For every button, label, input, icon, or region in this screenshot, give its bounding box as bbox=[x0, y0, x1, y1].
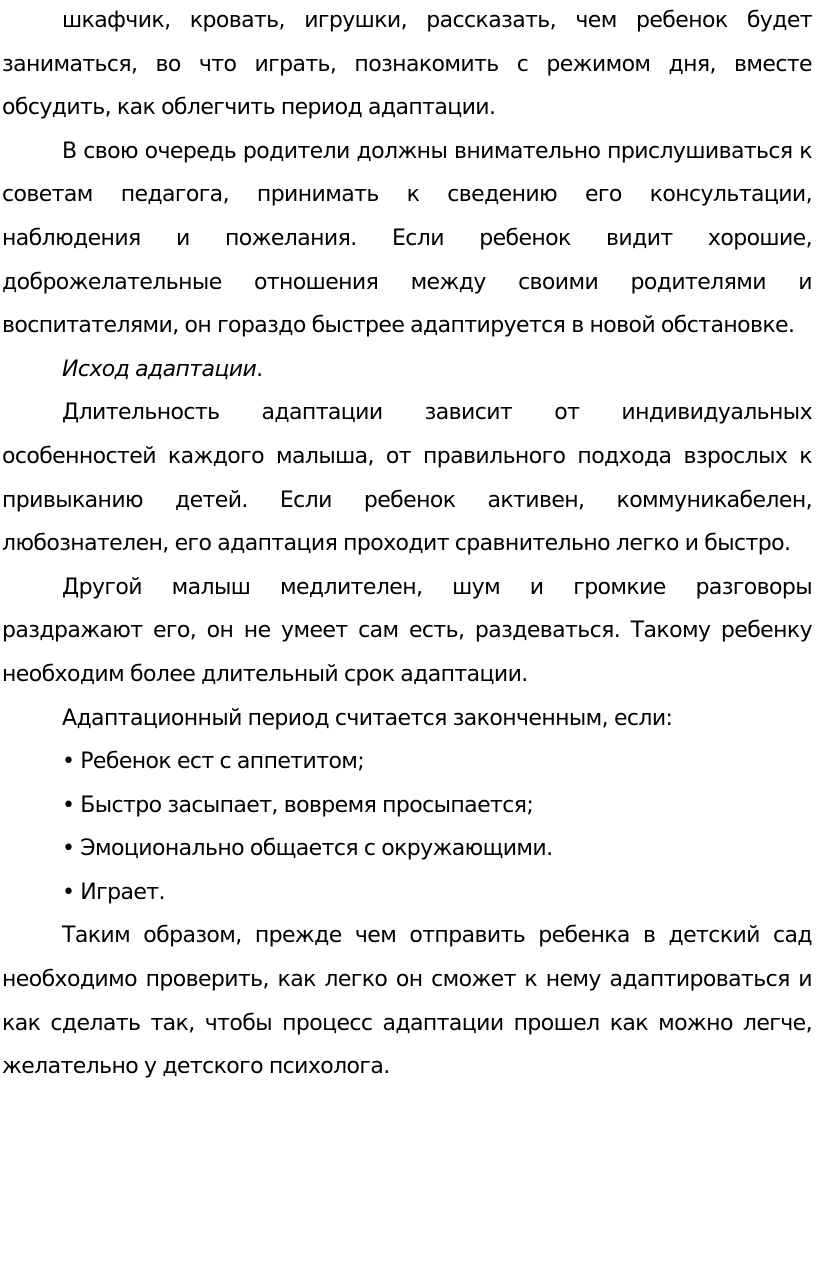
list-item: • Играет. bbox=[62, 879, 165, 905]
list-item: • Ребенок ест с аппетитом; bbox=[62, 749, 365, 775]
paragraph-slow-child: Другой малыш медлителен, шум и громкие разговоры раздражают его, он не умеет сам есть, раздеваться. Такому ребенку необходим более длительный срок адаптации. bbox=[2, 574, 812, 687]
paragraph-parents-role: В свою очередь родители должны внимательно прислушиваться к советам педагога, принимать к сведению его консультации, наблюдения и пожелания. Если ребенок видит хорошие, доброжелательные отношения между своими родителями и воспитателями, он гораздо быстрее адаптируется в новой обстановке. bbox=[2, 138, 812, 339]
paragraph-duration: Длительность адаптации зависит от индивидуальных особенностей каждого малыша, от правильного подхода взрослых к привыканию детей. Если ребенок активен, коммуникабелен, любознателен, его адаптация проходит сравнительно легко и быстро. bbox=[2, 400, 812, 557]
paragraph-criteria-intro: Адаптационный период считается законченным, если: bbox=[62, 705, 673, 731]
section-heading-suffix: . bbox=[256, 356, 263, 382]
list-item: • Эмоционально общается с окружающими. bbox=[62, 836, 553, 862]
paragraph-conclusion: Таким образом, прежде чем отправить ребенка в детский сад необходимо проверить, как легко он сможет к нему адаптироваться и как сделать так, чтобы процесс адаптации прошел как можно легче, желательно у детского психолога. bbox=[2, 923, 812, 1080]
section-heading-text: Исход адаптации bbox=[62, 356, 257, 382]
list-item: • Быстро засыпает, вовремя просыпается; bbox=[62, 792, 534, 818]
section-heading bbox=[2, 348, 812, 392]
paragraph-intro-continuation: шкафчик, кровать, игрушки, рассказать, чем ребенок будет заниматься, во что играть, познакомить с режимом дня, вместе обсудить, как облегчить период адаптации. bbox=[2, 8, 812, 121]
